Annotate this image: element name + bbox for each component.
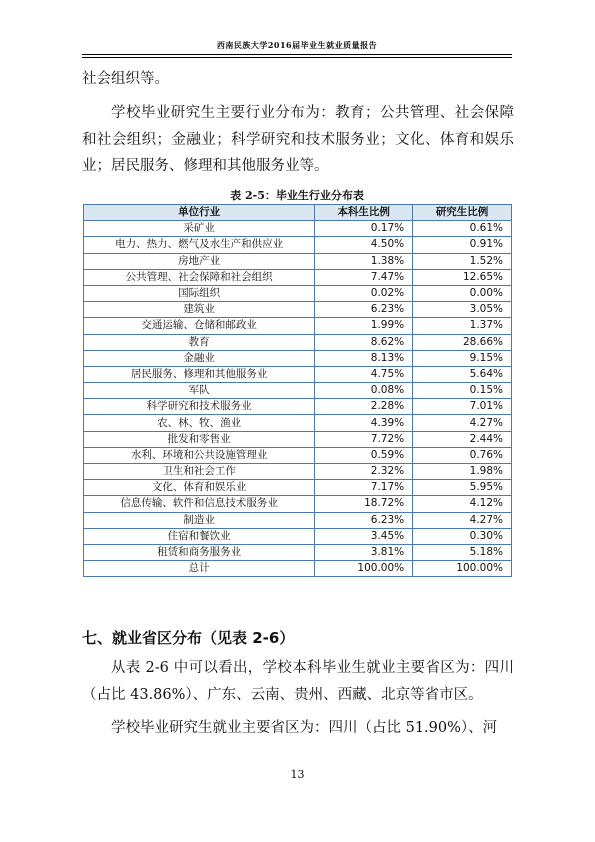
industry-distribution-table (83, 204, 512, 577)
table-row (84, 399, 512, 415)
cell-industry: 教育 (84, 334, 315, 350)
table-body (84, 221, 512, 577)
cell-undergrad-ratio: 3.45% (315, 528, 413, 544)
table-row (84, 269, 512, 285)
cell-graduate-ratio: 0.61% (413, 221, 512, 237)
cell-undergrad-ratio: 7.17% (315, 480, 413, 496)
table-row (84, 237, 512, 253)
cell-industry: 电力、热力、燃气及水生产和供应业 (84, 237, 315, 253)
cell-undergrad-ratio: 2.32% (315, 464, 413, 480)
table-row (84, 464, 512, 480)
cell-undergrad-ratio: 4.50% (315, 237, 413, 253)
table-row (84, 447, 512, 463)
section-heading: 七、就业省区分布（见表 2-6） (82, 629, 295, 647)
cell-graduate-ratio: 5.95% (413, 480, 512, 496)
cell-industry: 金融业 (84, 350, 315, 366)
cell-industry: 水利、环境和公共设施管理业 (84, 447, 315, 463)
cell-undergrad-ratio: 7.72% (315, 431, 413, 447)
cell-graduate-ratio: 3.05% (413, 302, 512, 318)
cell-industry: 租赁和商务服务业 (84, 544, 315, 560)
cell-industry: 居民服务、修理和其他服务业 (84, 366, 315, 382)
table-caption: 表 2-5：毕业生行业分布表 (230, 189, 364, 202)
cell-undergrad-ratio: 7.47% (315, 269, 413, 285)
cell-industry: 国际组织 (84, 285, 315, 301)
cell-undergrad-ratio: 0.02% (315, 285, 413, 301)
table-row (84, 415, 512, 431)
cell-undergrad-ratio: 6.23% (315, 302, 413, 318)
cell-undergrad-ratio: 2.28% (315, 399, 413, 415)
page-header-title: 西南民族大学2016届毕业生就业质量报告 (216, 40, 378, 50)
cell-industry: 建筑业 (84, 302, 315, 318)
table-row (84, 528, 512, 544)
page-number: 13 (290, 768, 305, 781)
cell-undergrad-ratio: 1.38% (315, 253, 413, 269)
cell-undergrad-ratio: 8.62% (315, 334, 413, 350)
cell-graduate-ratio: 0.15% (413, 383, 512, 399)
cell-industry: 公共管理、社会保障和社会组织 (84, 269, 315, 285)
cell-graduate-ratio: 4.12% (413, 496, 512, 512)
table-row (84, 496, 512, 512)
cell-undergrad-ratio: 4.39% (315, 415, 413, 431)
table-row (84, 285, 512, 301)
cell-undergrad-ratio: 100.00% (315, 561, 413, 577)
cell-industry: 总计 (84, 561, 315, 577)
cell-graduate-ratio: 0.91% (413, 237, 512, 253)
cell-industry: 信息传输、软件和信息技术服务业 (84, 496, 315, 512)
cell-industry: 农、林、牧、渔业 (84, 415, 315, 431)
table-row (84, 302, 512, 318)
cell-industry: 住宿和餐饮业 (84, 528, 315, 544)
table-row (84, 544, 512, 560)
cell-industry: 文化、体育和娱乐业 (84, 480, 315, 496)
header-rule-thin (82, 57, 512, 58)
cell-graduate-ratio: 100.00% (413, 561, 512, 577)
cell-graduate-ratio: 5.18% (413, 544, 512, 560)
column-header-graduate: 研究生比例 (413, 205, 512, 221)
paragraph-graduate-provinces: 学校毕业研究生就业主要省区为：四川（占比 51.90%）、河 (111, 720, 498, 736)
cell-industry: 交通运输、仓储和邮政业 (84, 318, 315, 334)
cell-industry: 科学研究和技术服务业 (84, 399, 315, 415)
cell-undergrad-ratio: 0.59% (315, 447, 413, 463)
cell-industry: 批发和零售业 (84, 431, 315, 447)
header-rule-thick (82, 54, 512, 55)
table-row (84, 480, 512, 496)
table-row (84, 366, 512, 382)
table-row (84, 318, 512, 334)
cell-undergrad-ratio: 1.99% (315, 318, 413, 334)
cell-graduate-ratio: 0.30% (413, 528, 512, 544)
table-row (84, 431, 512, 447)
cell-graduate-ratio: 28.66% (413, 334, 512, 350)
cell-graduate-ratio: 7.01% (413, 399, 512, 415)
cell-undergrad-ratio: 8.13% (315, 350, 413, 366)
cell-industry: 制造业 (84, 512, 315, 528)
column-header-industry: 单位行业 (84, 205, 315, 221)
paragraph-undergrad-provinces: 从表 2-6 中可以看出，学校本科毕业生就业主要省区为：四川（占比 43.86%）、广东、云南、贵州、西藏、北京等省市区。 (82, 660, 514, 703)
column-header-undergrad: 本科生比例 (315, 205, 413, 221)
table-row (84, 221, 512, 237)
cell-industry: 军队 (84, 383, 315, 399)
table-row (84, 253, 512, 269)
cell-industry: 房地产业 (84, 253, 315, 269)
cell-graduate-ratio: 12.65% (413, 269, 512, 285)
table-header-row (84, 205, 512, 221)
cell-graduate-ratio: 4.27% (413, 512, 512, 528)
table-row (84, 334, 512, 350)
table-row (84, 350, 512, 366)
cell-graduate-ratio: 4.27% (413, 415, 512, 431)
cell-industry: 采矿业 (84, 221, 315, 237)
cell-graduate-ratio: 2.44% (413, 431, 512, 447)
cell-undergrad-ratio: 6.23% (315, 512, 413, 528)
cell-undergrad-ratio: 4.75% (315, 366, 413, 382)
cell-graduate-ratio: 5.64% (413, 366, 512, 382)
table-row (84, 383, 512, 399)
cell-undergrad-ratio: 0.08% (315, 383, 413, 399)
cell-graduate-ratio: 1.52% (413, 253, 512, 269)
cell-undergrad-ratio: 0.17% (315, 221, 413, 237)
table-row (84, 512, 512, 528)
cell-graduate-ratio: 1.98% (413, 464, 512, 480)
cell-graduate-ratio: 0.76% (413, 447, 512, 463)
cell-undergrad-ratio: 18.72% (315, 496, 413, 512)
cell-undergrad-ratio: 3.81% (315, 544, 413, 560)
cell-industry: 卫生和社会工作 (84, 464, 315, 480)
paragraph-graduate-industries: 学校毕业研究生主要行业分布为：教育；公共管理、社会保障和社会组织；金融业；科学研究和技术服务业；文化、体育和娱乐业；居民服务、修理和其他服务业等。 (82, 105, 514, 174)
paragraph-continuation: 社会组织等。 (82, 71, 169, 87)
cell-graduate-ratio: 9.15% (413, 350, 512, 366)
cell-graduate-ratio: 1.37% (413, 318, 512, 334)
cell-graduate-ratio: 0.00% (413, 285, 512, 301)
table-row (84, 561, 512, 577)
